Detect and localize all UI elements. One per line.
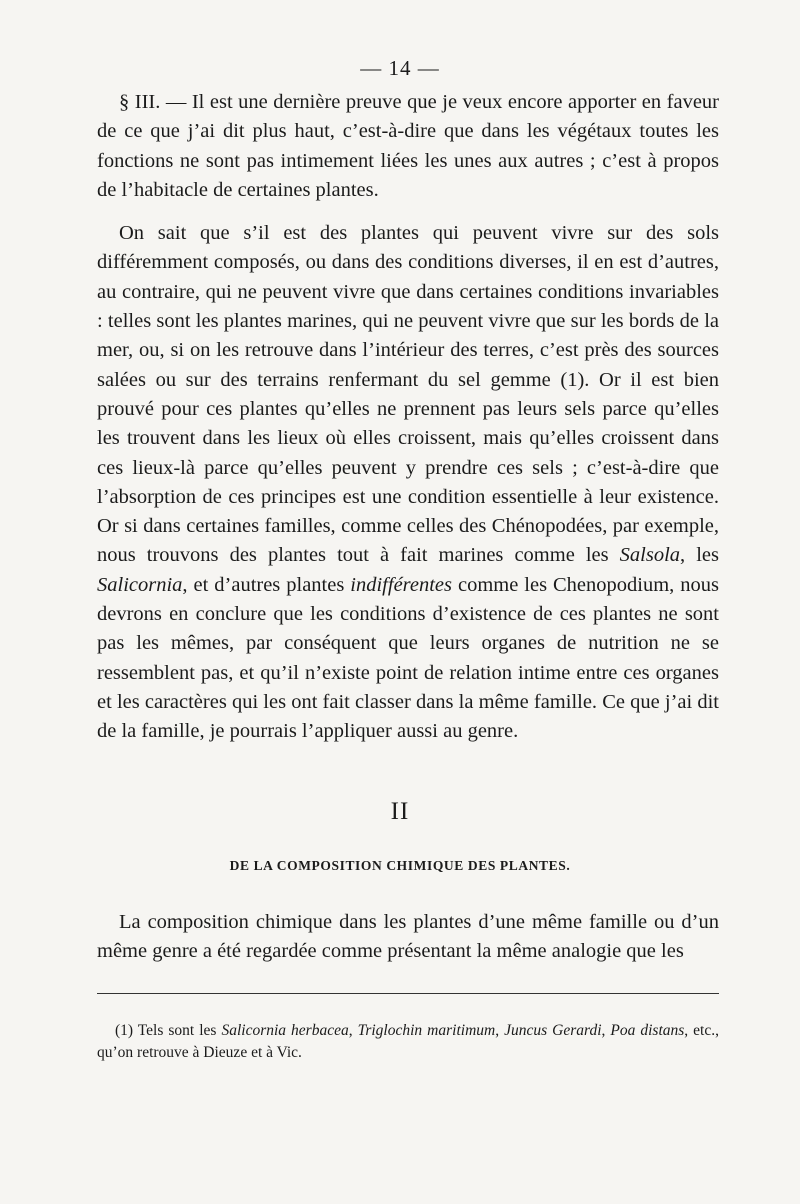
paragraph-text: , les — [680, 544, 719, 567]
footnote-text: , — [601, 1022, 611, 1039]
footnote-text: , — [348, 1022, 358, 1039]
paragraph-text: On sait que s’il est des plantes qui peuvent vivre sur des sols différemment composés, ou dans des conditions diverses, il en est d’autres, au contraire, qui ne peuvent vivre que dans certaines conditions invariables : telles sont les plantes marines, qui ne peuvent vivre que sur les bords de la mer, ou, si on les retrouve dans l’intérieur des terres, c’est près des sources salées ou sur des terrains renfermant du sel gemme (1). Or il est bien prouvé pour ces plantes qu’elles ne prennent pas leurs sels parce qu’elles les trouvent dans les lieux où elles croissent, mais qu’elles croissent dans ces lieux-là parce qu’elles peuvent y prendre ces sels ; c’est-à-dire que l’absorption de ces principes est une condition essentielle à leur existence. Or si dans certaines familles, comme celles des Chénopodées, par exemple, nous trouvons des plantes tout à fait marines comme les — [97, 222, 719, 567]
body-text — [97, 88, 719, 747]
italic-term: Salicornia — [97, 573, 183, 596]
italic-term: indifférentes — [350, 573, 453, 596]
footnote-divider — [97, 993, 719, 994]
italic-term: Salicornia herbacea — [221, 1022, 349, 1039]
italic-term: Poa distans — [610, 1022, 685, 1039]
section-body — [97, 908, 719, 967]
footnote-marker: (1) Tels sont les — [115, 1022, 222, 1039]
italic-term: Juncus Gerardi — [504, 1022, 602, 1039]
footnote-text: , — [495, 1022, 505, 1039]
footnote-text: , etc., qu’on retrouve à Dieuze et à Vic. — [97, 1022, 719, 1061]
paragraph-composition: La composition chimique dans les plantes d’une même famille ou d’un même genre a été regardée comme présentant la même analogie que les — [97, 911, 719, 963]
paragraph-plantes-marines — [97, 219, 719, 746]
italic-term: Triglochin maritimum — [357, 1022, 496, 1039]
paragraph-section-iii — [97, 88, 719, 205]
section-number: II — [390, 798, 410, 825]
italic-term: Salsola — [619, 544, 681, 567]
page-number: — 14 — — [360, 56, 440, 80]
paragraph-text: Il est une dernière preuve que je veux encore apporter en faveur de ce que j’ai dit plus haut, c’est-à-dire que dans les végétaux toutes les fonctions ne sont pas intimement liées les unes aux autres ; c’est à propos de l’habitacle de certaines plantes. — [97, 91, 719, 201]
paragraph-text: comme les Chenopodium, nous devrons en conclure que les conditions d’existence de ces plantes ne sont pas les mêmes, par conséquent que leurs organes de nutrition ne se ressemblent pas, et qu’il n’existe point de relation intime entre ces organes et les caractères qui les ont fait classer dans la même famille. Ce que j’ai dit de la famille, je pourrais l’appliquer aussi au genre. — [97, 573, 719, 743]
paragraph-text: , et d’autres plantes — [182, 573, 351, 596]
footnote — [97, 1020, 719, 1064]
section-title: DE LA COMPOSITION CHIMIQUE DES PLANTES. — [229, 858, 571, 873]
section-marker: § III. — — [119, 91, 192, 113]
